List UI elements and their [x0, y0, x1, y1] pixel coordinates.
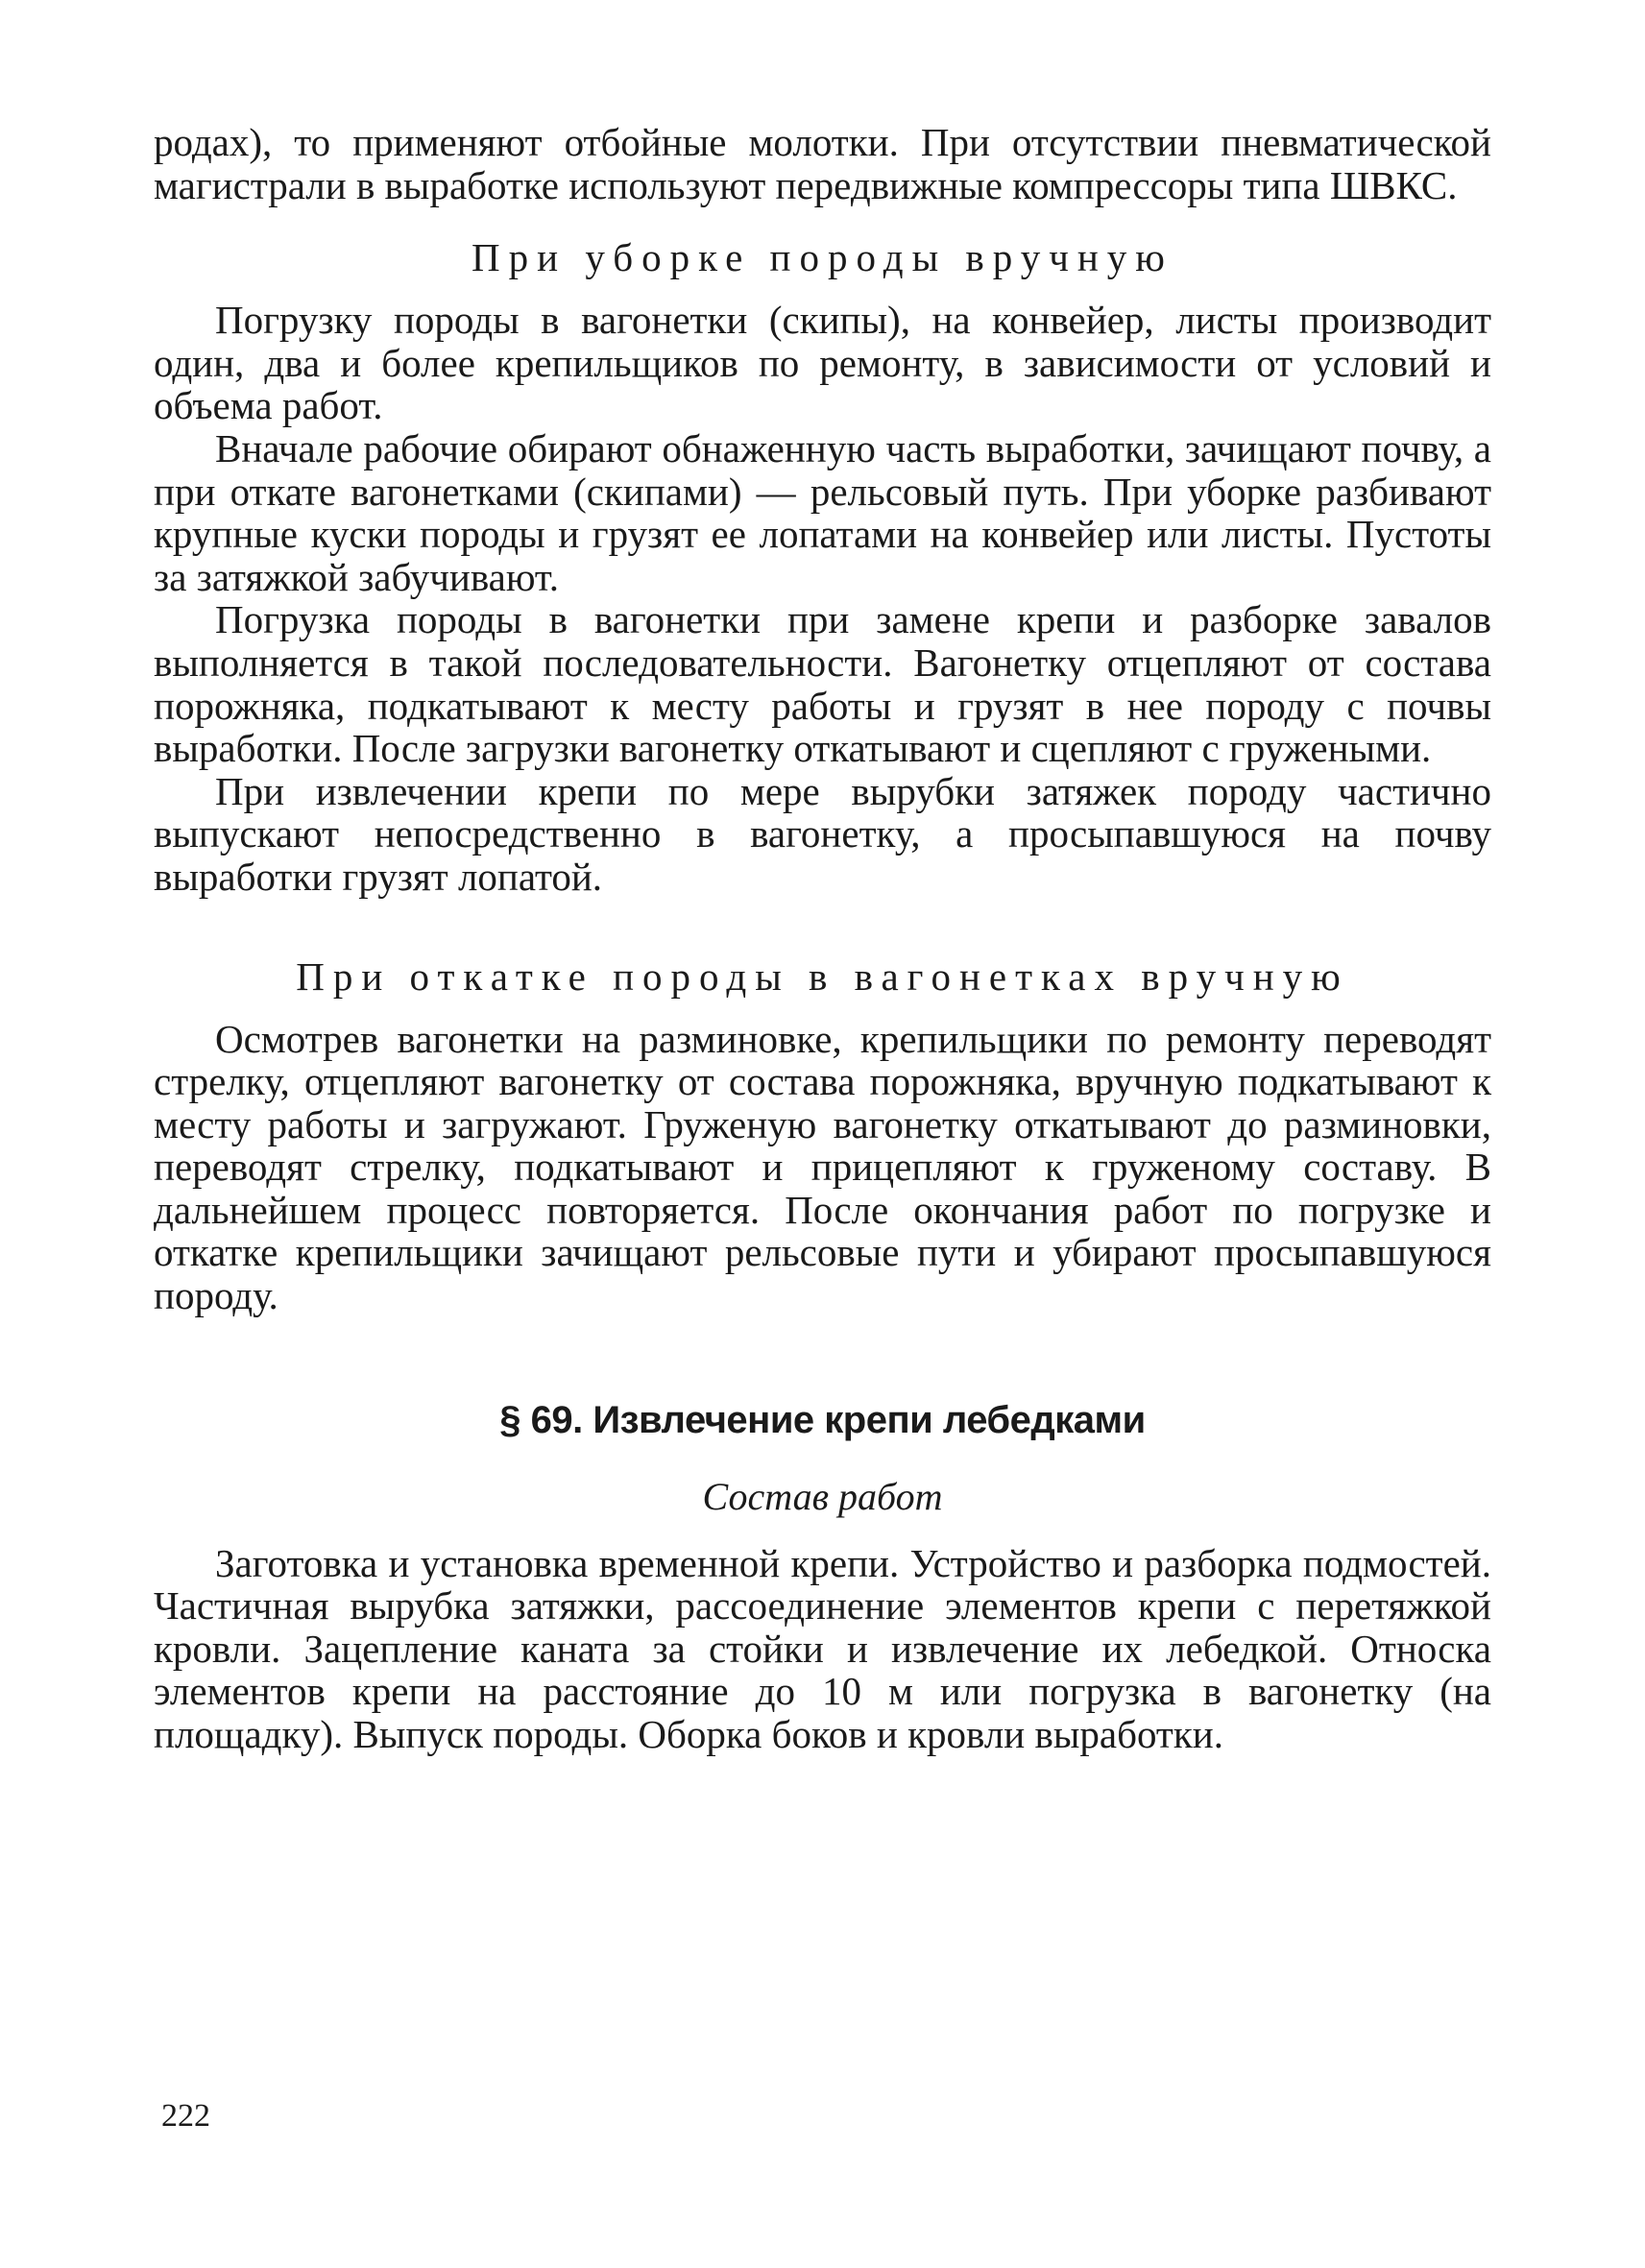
page-body: [154, 121, 1491, 1756]
paragraph: Вначале рабочие обирают обнаженную часть выработки, зачищают почву, а при откате вагонетками (скипами) — рельсовый путь. При уборке разбивают крупные куски породы и грузят ее лопатами на конвейер или листы. Пустоты за затяжкой забучивают.: [154, 425, 1491, 599]
paragraph: Осмотрев вагонетки на разминовке, крепильщики по ремонту переводят стрелку, отцепляют вагонетку от состава порожняка, вручную подкатывают к месту работы и загружают. Груженую вагонетку откатывают до разминовки, переводят стрелку, подкатывают и прицепляют к груженому составу. В дальнейшем процесс повторяется. После окончания работ по погрузке и откатке крепильщики зачищают рельсовые пути и убирают просыпавшуюся породу.: [154, 1016, 1491, 1318]
subsection-heading-manual-haulage: При откатке породы в вагонетках вручную: [296, 953, 1349, 999]
subsection-heading-manual-loading: При уборке породы вручную: [472, 235, 1173, 280]
manual-haulage-text: [154, 1018, 1491, 1317]
page-number: 222: [161, 2098, 210, 2134]
paragraph: При извлечении крепи по мере вырубки затяжек породу частично выпускают непосредственно в вагонетку, а просыпавшуюся на почву выработки грузят лопатой.: [154, 768, 1491, 899]
manual-loading-text: [154, 299, 1491, 898]
paragraph: Заготовка и установка временной крепи. Устройство и разборка подмостей. Частичная вырубка затяжки, рассоединение элементов крепи с перетяжкой кровли. Зацепление каната за стойки и извлечение их лебедкой. Относка элементов крепи на расстояние до 10 м или погрузка в вагонетку (на площадку). Выпуск породы. Оборка боков и кровли выработки.: [154, 1540, 1491, 1757]
paragraph: Погрузку породы в вагонетки (скипы), на конвейер, листы производит один, два и более крепильщиков по ремонту, в зависимости от условий и объема работ.: [154, 298, 1491, 428]
paragraph: Погрузка породы в вагонетки при замене крепи и разборке завалов выполняется в такой последовательности. Вагонетку отцепляют от состава порожняка, подкатывают к месту работы и грузят в нее породу с почвы выработки. После загрузки вагонетку откатывают и сцепляют с гружеными.: [154, 597, 1491, 771]
section-heading: § 69. Извлечение крепи лебедками: [499, 1398, 1146, 1441]
section-69-text: [154, 1542, 1491, 1756]
section-subheading: Состав работ: [702, 1474, 943, 1518]
continuation-paragraph: родах), то применяют отбойные молотки. При отсутствии пневматической магистрали в выработке используют передвижные компрессоры типа ШВКС.: [154, 120, 1491, 207]
